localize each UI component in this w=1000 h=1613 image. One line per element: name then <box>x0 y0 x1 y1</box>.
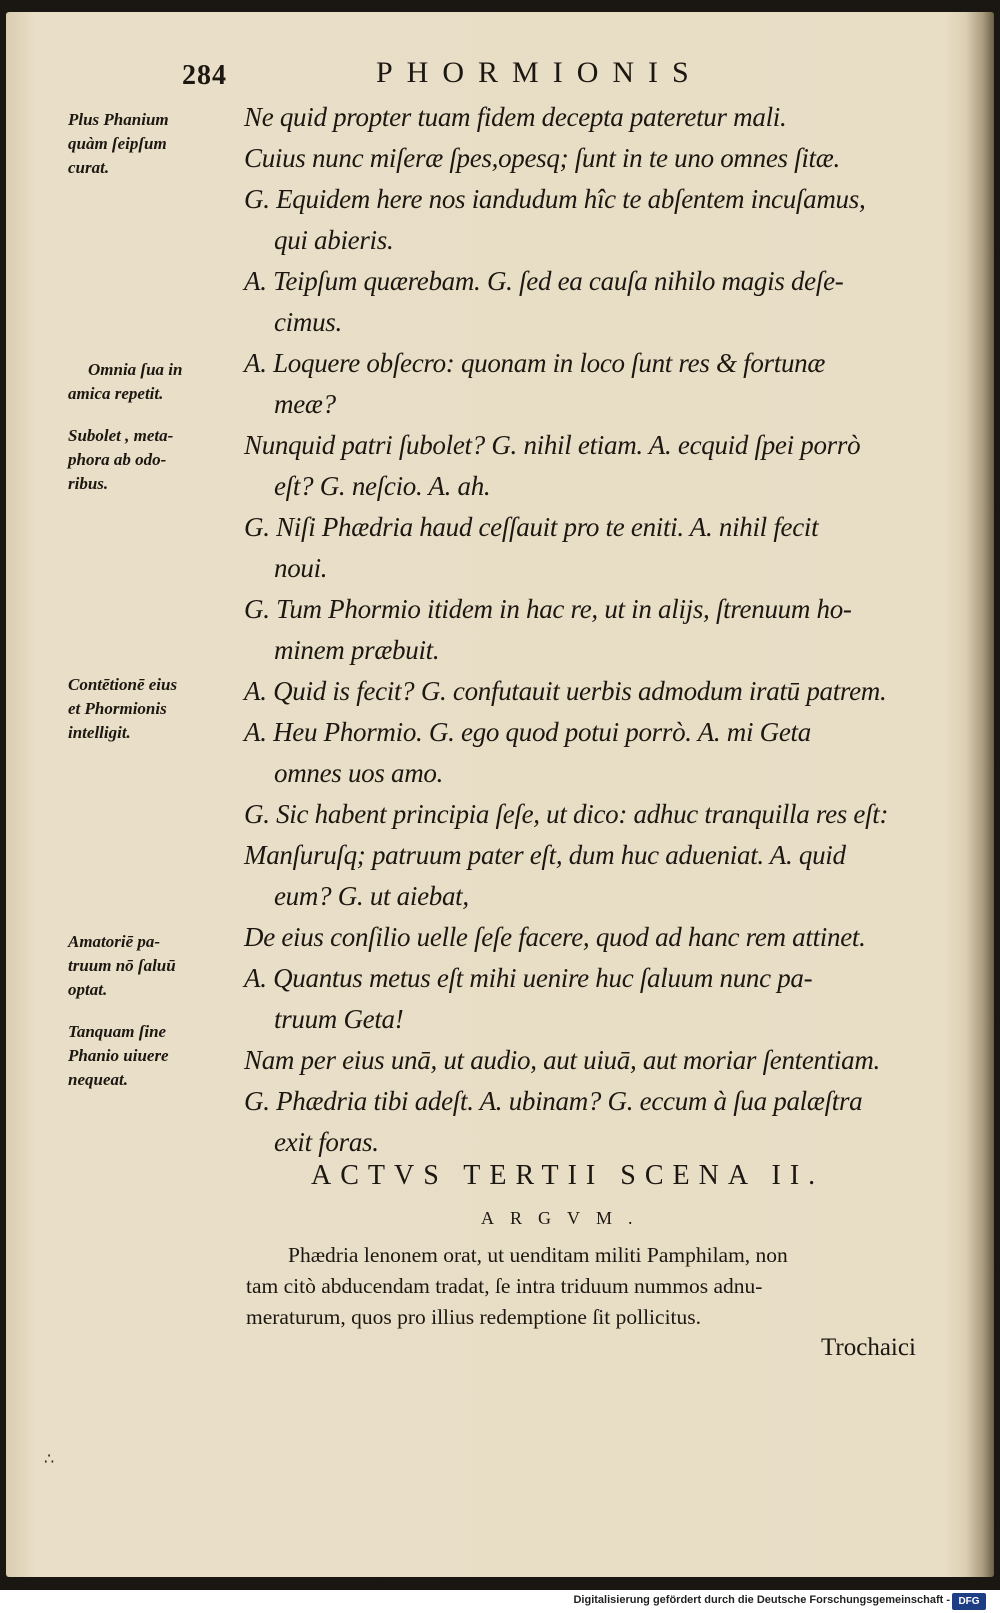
footer-credit: Digitalisierung gefördert durch die Deutsche Forschungsgemeinschaft - <box>573 1594 950 1606</box>
margin-note <box>68 424 238 496</box>
margin-note-line: curat. <box>68 158 110 177</box>
verse-line: A. Heu Phormio. G. ego quod potui porrò. A. mi Geta <box>244 717 811 747</box>
margin-note <box>68 930 238 1002</box>
margin-note <box>68 1020 238 1092</box>
margin-note-line: intelligit. <box>68 723 131 742</box>
verse-line: G. Tum Phormio itidem in hac re, ut in alijs, ſtrenuum ho- <box>244 594 852 624</box>
verse-line: Nunquid patri ſubolet? G. nihil etiam. A. ecquid ſpei porrò <box>244 430 861 460</box>
verse-line: G. Phædria tibi adeſt. A. ubinam? G. eccum à ſua palæſtra <box>244 1086 863 1116</box>
ornament-glyph: ∴ <box>44 1451 55 1468</box>
margin-note-line: nequeat. <box>68 1070 128 1089</box>
margin-note-line: amica repetit. <box>68 384 164 403</box>
argument-line: Phædria lenonem orat, ut uenditam militi Pamphilam, non <box>288 1243 788 1267</box>
verse-line: Cuius nunc miſeræ ſpes,opesq; ſunt in te uno omnes ſitæ. <box>244 143 840 173</box>
margin-note-line: et Phormionis <box>68 699 167 718</box>
verse-line: exit foras. <box>274 1127 379 1157</box>
argument-line: meraturum, quos pro illius redemptione ſit pollicitus. <box>246 1305 702 1329</box>
gutter-ornament <box>44 1452 66 1468</box>
argument-text <box>246 1240 946 1333</box>
margin-note-line: Subolet , meta- <box>68 426 174 445</box>
verse-line: A. Teipſum quærebam. G. ſed ea cauſa nihilo magis deſe- <box>244 266 844 296</box>
margin-note-line: Phanio uiuere <box>68 1046 169 1065</box>
verse-line: eum? G. ut aiebat, <box>274 881 469 911</box>
page-edge-shadow <box>966 12 994 1577</box>
margin-note-line: Tanquam ſine <box>68 1022 167 1041</box>
margin-note-line: quàm ſeipſum <box>68 134 167 153</box>
verse-line: G. Equidem here nos iandudum hîc te abſentem incuſamus, <box>244 184 866 214</box>
margin-note-line: Plus Phanium <box>68 110 169 129</box>
verse-line: Ne quid propter tuam fidem decepta pateretur mali. <box>244 102 787 132</box>
verse-line: minem præbuit. <box>274 635 440 665</box>
dfg-logo: DFG <box>952 1593 986 1610</box>
margin-note-line: Contētionē eius <box>68 675 178 694</box>
margin-note <box>68 673 238 745</box>
argument-heading: ARGVM. <box>481 1208 649 1228</box>
margin-note-line: optat. <box>68 980 108 999</box>
page-number: 284 <box>182 60 227 91</box>
margin-note-line: Omnia ſua in <box>88 360 183 379</box>
verse-line: truum Geta! <box>274 1004 404 1034</box>
verse-line: A. Quid is fecit? G. confutauit uerbis admodum iratū patrem. <box>244 676 887 706</box>
running-head <box>176 50 936 90</box>
margin-note <box>68 358 238 406</box>
running-title: PHORMIONIS <box>376 56 703 89</box>
verse-line: meæ? <box>274 389 336 419</box>
verse-line: Nam per eius unā, ut audio, aut uiuā, aut moriar ſententiam. <box>244 1045 880 1075</box>
verse-line: noui. <box>274 553 328 583</box>
verse-line: eſt? G. neſcio. A. ah. <box>274 471 491 501</box>
margin-note-line: truum nō ſaluū <box>68 956 176 975</box>
verse-line: Manſuruſq; patruum pater eſt, dum huc adueniat. A. quid <box>244 840 846 870</box>
verse-line: qui abieris. <box>274 225 394 255</box>
margin-note <box>68 108 238 180</box>
catchword: Trochaici <box>821 1334 916 1361</box>
verse-line: G. Sic habent principia ſeſe, ut dico: adhuc tranquilla res eſt: <box>244 799 889 829</box>
argument-line: tam citò abducendam tradat, ſe intra triduum nummos adnu- <box>246 1274 763 1298</box>
margin-note-line: phora ab odo- <box>68 450 167 469</box>
margin-note-line: ribus. <box>68 474 109 493</box>
digitization-footer <box>0 1590 1000 1613</box>
verse-line: A. Loquere obſecro: quonam in loco ſunt res & fortunæ <box>244 348 826 378</box>
margin-note-line: Amatoriē pa- <box>68 932 161 951</box>
verse-line: G. Niſi Phædria haud ceſſauit pro te eniti. A. nihil fecit <box>244 512 819 542</box>
book-page <box>6 12 994 1577</box>
scene-heading: ACTVS TERTII SCENA II. <box>311 1160 825 1191</box>
verse-line: omnes uos amo. <box>274 758 444 788</box>
verse-line: A. Quantus metus eſt mihi uenire huc ſaluum nunc pa- <box>244 963 813 993</box>
verse-line: cimus. <box>274 307 342 337</box>
verse-line: De eius conſilio uelle ſeſe facere, quod ad hanc rem attinet. <box>244 922 866 952</box>
